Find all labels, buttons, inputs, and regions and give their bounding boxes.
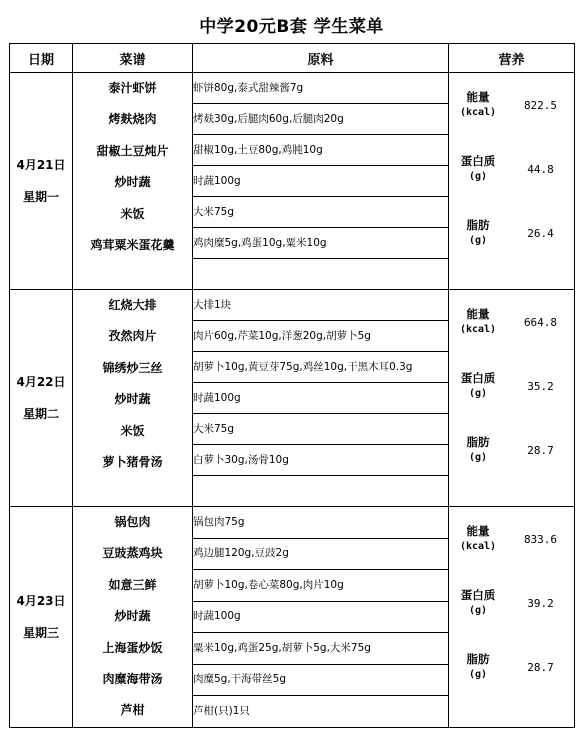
ingredient-cell: 肉片60g,芹菜10g,洋葱20g,胡萝卜5g [193, 321, 449, 352]
ingredient-cell: 大米75g [193, 414, 449, 445]
header-date: 日期 [10, 44, 73, 73]
nutrition-unit: (kcal) [459, 107, 497, 118]
ingredient-cell: 白萝卜30g,汤骨10g [193, 445, 449, 476]
header-nutrition: 营养 [449, 44, 575, 73]
ingredient-cell: 芦柑(只)1只 [193, 696, 449, 728]
dish-list [73, 290, 193, 507]
day-date: 4月21日 [16, 158, 66, 172]
nutrition-label: 蛋白质 [460, 371, 496, 385]
nutrition-value: 39.2 [527, 596, 554, 610]
nutrition-label: 能量 [466, 524, 490, 538]
dish-name: 锅包肉 [114, 515, 151, 529]
menu-table [9, 43, 575, 728]
nutrition-item [449, 354, 574, 418]
dish-name: 上海蛋炒饭 [102, 640, 163, 655]
nutrition-value: 822.5 [523, 98, 558, 112]
nutrition-unit: (kcal) [459, 541, 497, 552]
day-date: 4月23日 [16, 593, 66, 608]
nutrition-label: 脂肪 [466, 435, 490, 449]
ingredient-cell: 大米75g [193, 197, 449, 228]
table-row [10, 73, 575, 104]
dish-name: 锦绣炒三丝 [102, 360, 163, 375]
nutrition-label-group [449, 90, 507, 120]
ingredient-cell: 粟米10g,鸡蛋25g,胡萝卜5g,大米75g [193, 633, 449, 665]
header-ingredients: 原料 [193, 44, 449, 73]
dish-name: 泰汁虾饼 [108, 81, 157, 95]
day-weekday: 星期一 [22, 190, 59, 204]
day-cell [10, 73, 73, 290]
nutrition-item [449, 418, 574, 482]
ingredient-cell [193, 259, 449, 290]
day-cell [10, 507, 73, 728]
ingredient-cell: 虾饼80g,泰式甜辣酱7g [193, 73, 449, 104]
nutrition-item [449, 201, 574, 265]
ingredient-cell: 大排1块 [193, 290, 449, 321]
nutrition-item [449, 137, 574, 201]
day-date: 4月22日 [16, 375, 66, 389]
ingredient-cell: 时蔬100g [193, 383, 449, 414]
dish-name: 鸡茸粟米蛋花羹 [90, 237, 175, 252]
nutrition-value: 44.8 [527, 162, 554, 176]
nutrition-value: 28.7 [527, 443, 554, 457]
nutrition-label: 脂肪 [466, 218, 490, 232]
nutrition-label: 能量 [466, 90, 490, 104]
ingredient-cell: 烤麸30g,后腿肉60g,后腿肉20g [193, 104, 449, 135]
ingredient-cell: 胡萝卜10g,黄豆芽75g,鸡丝10g,干黑木耳0.3g [193, 352, 449, 383]
nutrition-value: 664.8 [523, 315, 558, 329]
ingredient-cell: 锅包肉75g [193, 507, 449, 539]
day-cell [10, 290, 73, 507]
nutrition-label: 能量 [466, 307, 490, 321]
page-title: 中学20元B套 学生菜单 [199, 17, 384, 37]
dish-name: 如意三鲜 [108, 577, 157, 592]
nutrition-item [449, 507, 574, 571]
nutrition-unit: (kcal) [459, 324, 497, 335]
nutrition-label-group [449, 524, 507, 554]
ingredient-cell: 时蔬100g [193, 166, 449, 197]
dish-name: 萝卜猪骨汤 [102, 454, 163, 469]
nutrition-label-group [449, 588, 507, 618]
header-dish: 菜谱 [73, 44, 193, 73]
dish-name: 炒时蔬 [114, 392, 151, 407]
ingredient-cell: 时蔬100g [193, 601, 449, 633]
day-weekday: 星期二 [22, 407, 59, 421]
ingredient-cell: 甜椒10g,土豆80g,鸡肫10g [193, 135, 449, 166]
dish-name: 炒时蔬 [114, 609, 151, 624]
dish-name: 孜然肉片 [108, 329, 157, 344]
nutrition-label-group [449, 218, 507, 248]
nutrition-unit: (g) [468, 605, 488, 616]
nutrition-label-group [449, 154, 507, 184]
nutrition-item [449, 571, 574, 635]
dish-name: 米饭 [120, 206, 145, 221]
dish-name: 炒时蔬 [114, 175, 151, 190]
nutrition-item [449, 635, 574, 699]
nutrition-value: 26.4 [527, 226, 554, 240]
nutrition-value: 28.7 [527, 660, 554, 674]
menu-body [10, 73, 575, 728]
ingredient-cell: 鸡肉糜5g,鸡蛋10g,粟米10g [193, 228, 449, 259]
nutrition-item [449, 73, 574, 137]
ingredient-cell: 胡萝卜10g,卷心菜80g,肉片10g [193, 570, 449, 602]
dish-name: 米饭 [120, 423, 145, 438]
ingredient-cell [193, 476, 449, 507]
nutrition-value: 833.6 [523, 532, 558, 546]
nutrition-label: 蛋白质 [460, 154, 496, 168]
nutrition-unit: (g) [468, 669, 488, 680]
dish-name: 烤麸烧肉 [108, 112, 157, 127]
nutrition-label: 蛋白质 [460, 588, 496, 602]
nutrition-item [449, 290, 574, 354]
ingredient-cell: 鸡边腿120g,豆豉2g [193, 538, 449, 570]
nutrition-label: 脂肪 [466, 652, 490, 666]
table-row [10, 290, 575, 321]
nutrition-value: 35.2 [527, 379, 554, 393]
dish-list [73, 73, 193, 290]
nutrition-unit: (g) [468, 388, 488, 399]
nutrition-unit: (g) [468, 235, 488, 246]
dish-name: 豆豉蒸鸡块 [102, 546, 163, 561]
dish-list [73, 507, 193, 728]
nutrition-cell [449, 290, 575, 507]
dish-name: 红烧大排 [108, 298, 157, 312]
nutrition-cell [449, 507, 575, 728]
dish-name: 肉糜海带汤 [102, 671, 163, 686]
nutrition-unit: (g) [468, 171, 488, 182]
day-weekday: 星期三 [22, 625, 59, 640]
dish-name: 芦柑 [120, 703, 145, 718]
nutrition-cell [449, 73, 575, 290]
nutrition-label-group [449, 435, 507, 465]
nutrition-label-group [449, 307, 507, 337]
nutrition-unit: (g) [468, 452, 488, 463]
header-row [10, 44, 575, 73]
nutrition-label-group [449, 652, 507, 682]
table-row [10, 507, 575, 539]
nutrition-label-group [449, 371, 507, 401]
dish-name: 甜椒土豆炖片 [96, 143, 169, 158]
ingredient-cell: 肉糜5g,干海带丝5g [193, 664, 449, 696]
